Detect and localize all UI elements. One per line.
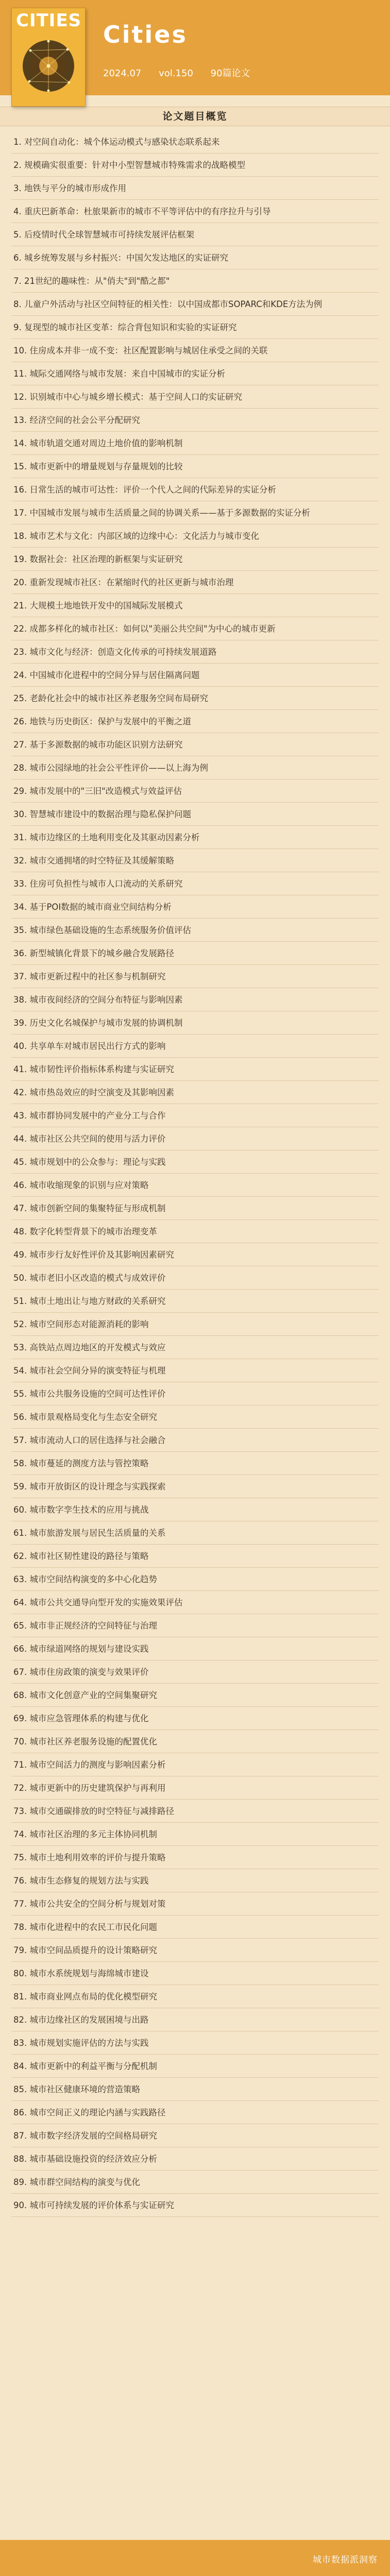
- paper-entry: 74. 城市社区治理的多元主体协同机制: [11, 1823, 379, 1846]
- paper-entry: 42. 城市热岛效应的时空演变及其影响因素: [11, 1081, 379, 1104]
- paper-entry: 77. 城市公共安全的空间分析与规划对策: [11, 1892, 379, 1916]
- section-title: 论文题目概览: [0, 107, 390, 126]
- issue-volume: vol.150: [159, 68, 193, 79]
- paper-entry: 51. 城市土地出让与地方财政的关系研究: [11, 1290, 379, 1313]
- paper-entry: 28. 城市公园绿地的社会公平性评价——以上海为例: [11, 756, 379, 779]
- paper-entry: 27. 基于多源数据的城市功能区识别方法研究: [11, 733, 379, 756]
- paper-entry: 80. 城市水系统规划与海绵城市建设: [11, 1962, 379, 1985]
- paper-entry: 73. 城市交通碳排放的时空特征与减排路径: [11, 1800, 379, 1823]
- paper-entry: 19. 数据社会：社区治理的新框架与实证研究: [11, 548, 379, 571]
- paper-entry: 10. 住房成本并非一成不变：社区配置影响与城居住承受之间的关联: [11, 339, 379, 362]
- paper-entry: 2. 规模确实很重要：针对中小型智慧城市特殊需求的战略模型: [11, 154, 379, 177]
- paper-entry: 5. 后疫情时代全球智慧城市可持续发展评估框架: [11, 223, 379, 246]
- paper-entry: 59. 城市开放街区的设计理念与实践探索: [11, 1475, 379, 1498]
- paper-entry: 57. 城市流动人口的居住选择与社会融合: [11, 1429, 379, 1452]
- paper-entry: 70. 城市社区养老服务设施的配置优化: [11, 1730, 379, 1753]
- paper-entry: 61. 城市旅游发展与居民生活质量的关系: [11, 1521, 379, 1545]
- paper-entry: 64. 城市公共交通导向型开发的实施效果评估: [11, 1591, 379, 1614]
- paper-entry: 88. 城市基础设施投资的经济效应分析: [11, 2147, 379, 2171]
- paper-entry: 78. 城市化进程中的农民工市民化问题: [11, 1916, 379, 1939]
- paper-entry: 36. 新型城镇化背景下的城乡融合发展路径: [11, 942, 379, 965]
- paper-entry: 3. 地铁与平分的城市形成作用: [11, 177, 379, 200]
- paper-entry: 17. 中国城市发展与城市生活质量之间的协调关系——基于多源数据的实证分析: [11, 501, 379, 524]
- paper-entry: 56. 城市景观格局变化与生态安全研究: [11, 1405, 379, 1429]
- paper-entry: 40. 共享单车对城市居民出行方式的影响: [11, 1035, 379, 1058]
- paper-entry: 84. 城市更新中的利益平衡与分配机制: [11, 2055, 379, 2078]
- paper-entry: 14. 城市轨道交通对周边土地价值的影响机制: [11, 432, 379, 455]
- paper-entry: 72. 城市更新中的历史建筑保护与再利用: [11, 1776, 379, 1800]
- paper-entry: 89. 城市群空间结构的演变与优化: [11, 2171, 379, 2194]
- paper-entry: 35. 城市绿色基础设施的生态系统服务价值评估: [11, 919, 379, 942]
- paper-entry: 90. 城市可持续发展的评价体系与实证研究: [11, 2194, 379, 2217]
- paper-entry: 12. 识别城市中心与城乡增长模式：基于空间人口的实证研究: [11, 385, 379, 409]
- paper-entry: 37. 城市更新过程中的社区参与机制研究: [11, 965, 379, 988]
- paper-entry: 81. 城市商业网点布局的优化模型研究: [11, 1985, 379, 2008]
- paper-entry: 4. 重庆巴新革命：杜旅果新市的城市不平等评估中的有序拉升与引导: [11, 200, 379, 223]
- paper-count: 90篇论文: [210, 68, 250, 79]
- paper-entry: 9. 复现型的城市社区变革：综合背包知识和实验的实证研究: [11, 316, 379, 339]
- paper-entry: 16. 日常生活的城市可达性：评价一个代人之间的代际差异的实证分析: [11, 478, 379, 501]
- paper-entry: 33. 住房可负担性与城市人口流动的关系研究: [11, 872, 379, 895]
- paper-entry: 65. 城市非正规经济的空间特征与治理: [11, 1614, 379, 1637]
- paper-entry: 15. 城市更新中的增量规划与存量规划的比较: [11, 455, 379, 478]
- paper-entry: 69. 城市应急管理体系的构建与优化: [11, 1707, 379, 1730]
- paper-entry: 21. 大规模土地地铁开发中的国城际发展模式: [11, 594, 379, 617]
- paper-entry: 85. 城市社区健康环境的营造策略: [11, 2078, 379, 2101]
- paper-entry: 39. 历史文化名城保护与城市发展的协调机制: [11, 1011, 379, 1035]
- paper-entry: 52. 城市空间形态对能源消耗的影响: [11, 1313, 379, 1336]
- paper-entry: 45. 城市规划中的公众参与：理论与实践: [11, 1150, 379, 1174]
- paper-entry: 1. 对空间自动化：城个体运动模式与感染状态联系起来: [11, 130, 379, 154]
- paper-entry: 6. 城乡统筹发展与乡村振兴：中国欠发达地区的实证研究: [11, 246, 379, 269]
- paper-entry: 34. 基于POI数据的城市商业空间结构分析: [11, 895, 379, 919]
- paper-entry: 46. 城市收缩现象的识别与应对策略: [11, 1174, 379, 1197]
- paper-entry: 60. 城市数字孪生技术的应用与挑战: [11, 1498, 379, 1521]
- paper-entry: 44. 城市社区公共空间的使用与活力评价: [11, 1127, 379, 1150]
- paper-entry: 31. 城市边缘区的土地利用变化及其驱动因素分析: [11, 826, 379, 849]
- paper-entry: 24. 中国城市化进程中的空间分异与居住隔离问题: [11, 664, 379, 687]
- paper-entry: 55. 城市公共服务设施的空间可达性评价: [11, 1382, 379, 1405]
- paper-entry: 67. 城市住房政策的演变与效果评价: [11, 1660, 379, 1684]
- paper-entry: 68. 城市文化创意产业的空间集聚研究: [11, 1684, 379, 1707]
- paper-entry: 62. 城市社区韧性建设的路径与策略: [11, 1545, 379, 1568]
- issue-info: [103, 66, 265, 79]
- paper-entry: 86. 城市空间正义的理论内涵与实践路径: [11, 2101, 379, 2124]
- paper-entry: 30. 智慧城市建设中的数据治理与隐私保护问题: [11, 803, 379, 826]
- paper-entry: 32. 城市交通拥堵的时空特征及其缓解策略: [11, 849, 379, 872]
- paper-entry: 11. 城际交通网络与城市发展：来自中国城市的实证分析: [11, 362, 379, 385]
- paper-entry: 41. 城市韧性评价指标体系构建与实证研究: [11, 1058, 379, 1081]
- paper-entry: 38. 城市夜间经济的空间分布特征与影响因素: [11, 988, 379, 1011]
- paper-entry: 13. 经济空间的社会公平分配研究: [11, 409, 379, 432]
- journal-name: Cities: [103, 21, 188, 48]
- paper-entry: 66. 城市绿道网络的规划与建设实践: [11, 1637, 379, 1660]
- paper-entry: 20. 重新发现城市社区：在紧缩时代的社区更新与城市治理: [11, 571, 379, 594]
- paper-entry: 82. 城市边缘社区的发展困境与出路: [11, 2008, 379, 2031]
- paper-entry: 49. 城市步行友好性评价及其影响因素研究: [11, 1243, 379, 1266]
- paper-entry: 50. 城市老旧小区改造的模式与成效评价: [11, 1266, 379, 1290]
- paper-entry: 47. 城市创新空间的集聚特征与形成机制: [11, 1197, 379, 1220]
- paper-entry: 58. 城市蔓延的测度方法与管控策略: [11, 1452, 379, 1475]
- header-banner: [0, 0, 390, 95]
- paper-entry: 18. 城市艺术与文化：内部区域的边缘中心：文化活力与城市变化: [11, 524, 379, 548]
- paper-entry: 76. 城市生态修复的规划方法与实践: [11, 1869, 379, 1892]
- paper-entry: 87. 城市数字经济发展的空间格局研究: [11, 2124, 379, 2147]
- paper-entry: 25. 老龄化社会中的城市社区养老服务空间布局研究: [11, 687, 379, 710]
- paper-entry: 8. 儿童户外活动与社区空间特征的相关性：以中国成都市SOPARC和KDE方法为例: [11, 293, 379, 316]
- issue-date: 2024.07: [103, 68, 142, 79]
- cover-network-art: [20, 35, 77, 97]
- paper-entry: 53. 高铁站点周边地区的开发模式与效应: [11, 1336, 379, 1359]
- paper-entry: 26. 地铁与历史街区：保护与发展中的平衡之道: [11, 710, 379, 733]
- footer-banner: [0, 2540, 390, 2576]
- paper-entry: 79. 城市空间品质提升的设计策略研究: [11, 1939, 379, 1962]
- cover-brand: CITIES: [16, 10, 82, 31]
- journal-cover-image: [11, 8, 86, 107]
- paper-entry: 63. 城市空间结构演变的多中心化趋势: [11, 1568, 379, 1591]
- paper-entry: 23. 城市文化与经济：创造文化传承的可持续发展道路: [11, 640, 379, 664]
- paper-entry: 71. 城市空间活力的测度与影响因素分析: [11, 1753, 379, 1776]
- paper-list: [0, 126, 390, 2217]
- paper-entry: 75. 城市土地利用效率的评价与提升策略: [11, 1846, 379, 1869]
- paper-entry: 83. 城市规划实施评估的方法与实践: [11, 2031, 379, 2055]
- paper-entry: 22. 成都多样化的城市社区：如何以"美丽公共空间"为中心的城市更新: [11, 617, 379, 640]
- paper-entry: 29. 城市发展中的"三旧"改造模式与效益评估: [11, 779, 379, 803]
- paper-entry: 54. 城市社会空间分异的演变特征与机理: [11, 1359, 379, 1382]
- paper-entry: 43. 城市群协同发展中的产业分工与合作: [11, 1104, 379, 1127]
- paper-entry: 48. 数字化转型背景下的城市治理变革: [11, 1220, 379, 1243]
- footer-text: 城市数据派洞察: [313, 2555, 378, 2565]
- paper-entry: 7. 21世纪的趣味性：从"俏夫"到"酷之都": [11, 269, 379, 293]
